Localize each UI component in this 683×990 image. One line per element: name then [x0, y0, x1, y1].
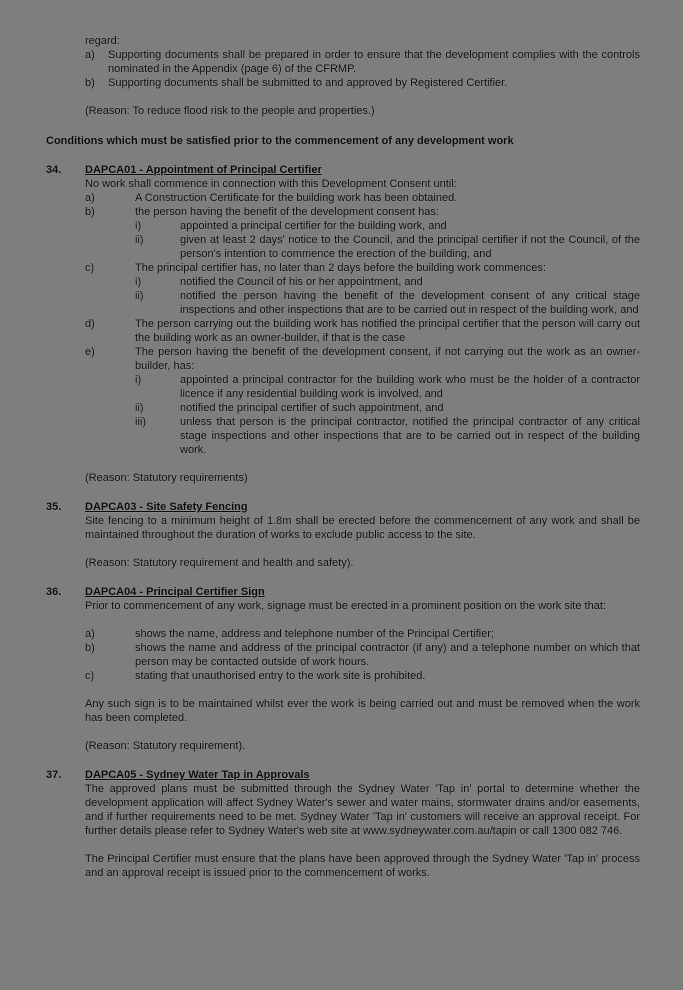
item-text: A Construction Certificate for the building work has been obtained.: [135, 192, 458, 204]
reason-text: (Reason: Statutory requirement and health and safety).: [85, 557, 354, 569]
condition-number: 35.: [46, 501, 62, 513]
item-text: the person having the benefit of the development consent has:: [135, 206, 439, 218]
list-item: [85, 261, 640, 275]
condition-intro: Prior to commencement of any work, signage must be erected in a prominent position on the work site that:: [85, 600, 606, 612]
item-text: unless that person is the principal contractor, notified the principal contractor of any critical stage inspections and other inspections that are to be carried out in respect of the building work.: [180, 416, 640, 456]
list-subitem: [135, 219, 640, 233]
item-label: ii): [135, 234, 144, 246]
item-label: ii): [135, 402, 144, 414]
condition-paragraph: Site fencing to a minimum height of 1.8m shall be erected before the commencement of any work and shall be maintained throughout the duration of works to exclude public access to the site.: [85, 515, 640, 541]
list-item: [85, 76, 640, 90]
list-subitem: [135, 401, 640, 415]
item-text: appointed a principal certifier for the building work, and: [180, 220, 447, 232]
item-text: shows the name and address of the principal contractor (if any) and a telephone number on which that person may be contacted outside of work hours.: [135, 642, 640, 668]
list-item: [85, 627, 640, 641]
item-label: d): [85, 318, 95, 330]
item-text: shows the name, address and telephone number of the Principal Certifier;: [135, 628, 494, 640]
list-item: [85, 641, 640, 669]
item-label: ii): [135, 290, 144, 302]
item-label: b): [85, 642, 95, 654]
item-label: a): [85, 628, 95, 640]
item-text: The person having the benefit of the development consent, if not carrying out the work as an owner-builder, has:: [135, 346, 640, 372]
list-subitem: [135, 415, 640, 457]
item-label: i): [135, 374, 142, 386]
section-heading: Conditions which must be satisfied prior to the commencement of any development work: [46, 135, 514, 147]
item-text: Supporting documents shall be submitted to and approved by Registered Certifier.: [108, 77, 508, 89]
item-text: notified the principal certifier of such appointment, and: [180, 402, 444, 414]
reason-text: (Reason: Statutory requirement).: [85, 740, 246, 752]
condition-paragraph: The Principal Certifier must ensure that the plans have been approved through the Sydney Water 'Tap in' process and an approval receipt is issued prior to the commencement of works.: [85, 853, 640, 879]
list-item: [85, 317, 640, 345]
condition-35: [46, 500, 640, 570]
item-text: appointed a principal contractor for the building work who must be the holder of a contractor licence if any residential building work is involved, and: [180, 374, 640, 400]
list-item: [85, 669, 640, 683]
condition-36: [46, 585, 640, 753]
condition-paragraph: Any such sign is to be maintained whilst ever the work is being carried out and must be removed when the work has been completed.: [85, 698, 640, 724]
condition-content: [85, 163, 640, 485]
list-item: [85, 191, 640, 205]
condition-content: [85, 768, 640, 880]
item-text: notified the person having the benefit of the development consent of any critical stage inspections and other inspections that are to be carried out in respect of the building work, and: [180, 290, 640, 316]
item-label: i): [135, 276, 142, 288]
item-text: The person carrying out the building work has notified the principal certifier that the person will carry out the building work as an owner-builder, if that is the case: [135, 318, 640, 344]
item-label: b): [85, 206, 95, 218]
condition-content: [85, 585, 640, 753]
reason-text: (Reason: To reduce flood risk to the people and properties.): [85, 105, 375, 117]
list-item: [85, 48, 640, 76]
continuation-block: [85, 34, 640, 118]
condition-number: 37.: [46, 769, 62, 781]
list-subitem: [135, 289, 640, 317]
list-subitem: [135, 233, 640, 261]
item-label: a): [85, 192, 95, 204]
item-label: iii): [135, 416, 146, 428]
reason-text: (Reason: Statutory requirements): [85, 472, 248, 484]
condition-title: DAPCA03 - Site Safety Fencing: [85, 501, 248, 513]
item-label: c): [85, 670, 95, 682]
item-label: a): [85, 49, 95, 61]
condition-title: DAPCA05 - Sydney Water Tap in Approvals: [85, 769, 310, 781]
item-text: given at least 2 days' notice to the Council, and the principal certifier if not the Council, of the person's intention to commence the erection of the building, and: [180, 234, 640, 260]
item-text: notified the Council of his or her appointment, and: [180, 276, 423, 288]
item-label: c): [85, 262, 95, 274]
item-label: b): [85, 77, 95, 89]
condition-number: 36.: [46, 586, 62, 598]
condition-title: DAPCA04 - Principal Certifier Sign: [85, 586, 265, 598]
list-subitem: [135, 275, 640, 289]
list-item: [85, 205, 640, 219]
condition-title: DAPCA01 - Appointment of Principal Certifier: [85, 164, 322, 176]
item-text: The principal certifier has, no later than 2 days before the building work commences:: [135, 262, 546, 274]
item-text: stating that unauthorised entry to the work site is prohibited.: [135, 670, 426, 682]
condition-34: [46, 163, 640, 485]
item-label: i): [135, 220, 142, 232]
item-label: e): [85, 346, 95, 358]
item-text: Supporting documents shall be prepared in order to ensure that the development complies with the controls nominated in the Appendix (page 6) of the CFRMP.: [108, 49, 640, 75]
condition-content: [85, 500, 640, 570]
condition-intro: No work shall commence in connection with this Development Consent until:: [85, 178, 457, 190]
condition-37: [46, 768, 640, 880]
condition-paragraph: The approved plans must be submitted through the Sydney Water 'Tap in' portal to determine whether the development application will affect Sydney Water's sewer and water mains, stormwater drains and/or easements, and if further requirements need to be met. Sydney Water 'Tap in' customers will receive an approval receipt. For further details please refer to Sydney Water's web site at www.sydneywater.com.au/tapin or call 1300 082 746.: [85, 783, 640, 837]
list-item: [85, 345, 640, 373]
condition-number: 34.: [46, 164, 62, 176]
list-subitem: [135, 373, 640, 401]
continuation-lead: regard:: [85, 35, 120, 47]
